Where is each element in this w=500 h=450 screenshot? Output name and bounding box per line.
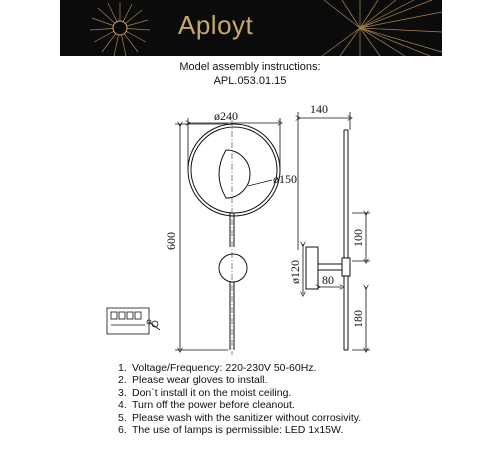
dim-canopy: ø120 [288,260,302,284]
dim-offset: 80 [322,273,334,287]
dim-lower: 180 [351,310,365,328]
list-item: 3. Don`t install it on the moist ceiling. [118,386,292,399]
dim-depth: 140 [310,102,328,116]
brand-name: Aployt [178,10,254,40]
dim-shade: ø150 [273,172,297,186]
side-view [306,130,350,350]
document-title: Model assembly instructions: [179,61,321,73]
dim-upper: 100 [351,229,365,247]
dim-height: 600 [164,232,178,250]
model-code: APL.053.01.15 [213,75,287,87]
front-view [188,120,280,355]
list-item: 1. Voltage/Frequency: 220-230V 50-60Hz. [118,362,317,374]
list-item: 5. Please wash with the sanitizer without corrosivity. [118,411,362,424]
list-item: 2. Please wear gloves to install. [118,374,268,387]
list-item: 6. The use of lamps is permissible: LED 1x15W. [118,424,344,437]
terminal-block-icon [107,308,160,334]
dimension-lines [175,112,370,350]
instruction-list [118,362,361,436]
dim-width: ø240 [214,109,238,123]
list-item: 4. Turn off the power before cleanout. [118,399,295,412]
